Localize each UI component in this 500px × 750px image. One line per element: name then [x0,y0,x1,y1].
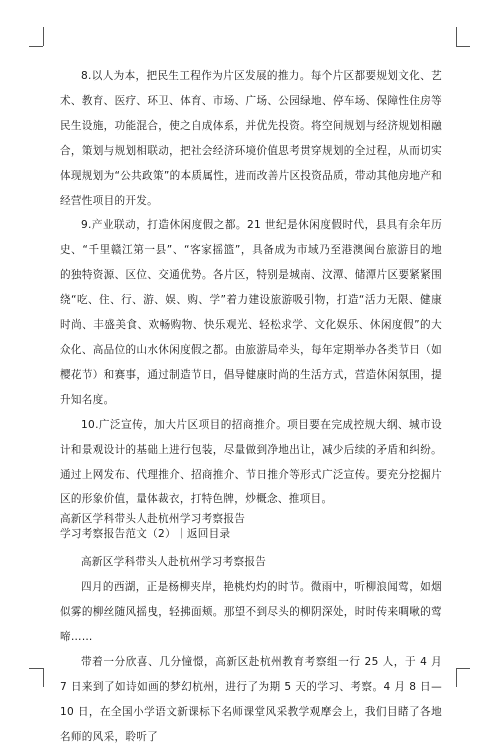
return-link[interactable]: 学习考察报告范文（2）｜返回目录 [60,528,231,541]
article-title: 高新区学科带头人赴杭州学习考察报告 [81,556,267,569]
document-body [60,64,442,750]
paragraph-8: 8.以人为本，把民生工程作为片区发展的推力。每个片区都要规划文化、艺术、教育、医疗、环卫、体育、市场、广场、公园绿地、停车场、保障性住房等民生设施，功能混合，使之自成体系，并优先投资。将空间规划与经济规划相融合，策划与规划相联动，把社会经济环境价值思考贯穿规划的全过程，从而切实体现规划为“公共政策”的本质属性，进而改善片区投资品质，带动其他房地产和经营性项目的开发。 [60,70,442,207]
article-paragraph-2: 带着一分欣喜、几分憧憬，高新区赴杭州教育考察组一行 25 人，于 4 月 7 日来到了如诗如画的梦幻杭州，进行了为期 5 天的学习、考察。4 月 8 日—10 日，在全国小学语文新课标下名师课堂风采教学观摩会上，我们目睹了各地名师的风采，聆听了 [60,655,442,743]
paragraph-9: 9.产业联动，打造休闲度假之都。21 世纪是休闲度假时代，县具有余年历史、“千里赣江第一县”、“客家摇篮”，具备成为市域乃至港澳闽台旅游目的地的独特资源、区位、交通优势。各片区，特别是城南、汶潭、储潭片区要紧紧围绕“吃、住、行、游、娱、购、学”着力建设旅游吸引物，打造“活力无限、健康时尚、丰盛美食、欢畅购物、快乐观光、轻松求学、文化娱乐、休闲度假”的大众化、高品位的山水休闲度假之都。由旅游局牵头，每年定期举办各类节日（如樱花节）和赛事，通过制造节日，倡导健康时尚的生活方式，营造休闲氛围，提升知名度。 [60,219,442,406]
article-paragraph-1: 四月的西湖，正是杨柳夹岸，艳桃灼灼的时节。微雨中，听柳浪闻莺，如烟似雾的柳丝随风摇曳，轻拂面颊。那望不到尽头的柳阴深处，时时传来啁啾的莺啼…… [60,581,442,644]
section-heading: 高新区学科带头人赴杭州学习考察报告 [60,513,246,526]
paragraph-10: 10.广泛宣传，加大片区项目的招商推介。项目要在完成控规大纲、城市设计和景观设计的基础上进行包装，尽量做到净地出让，减少后续的矛盾和纠纷。通过上网发布、代理推介、招商推介、节日推介等形式广泛宣传。要充分挖掘片区的形象价值，量体裁衣，打特色牌，炒概念、推项目。 [60,418,442,506]
